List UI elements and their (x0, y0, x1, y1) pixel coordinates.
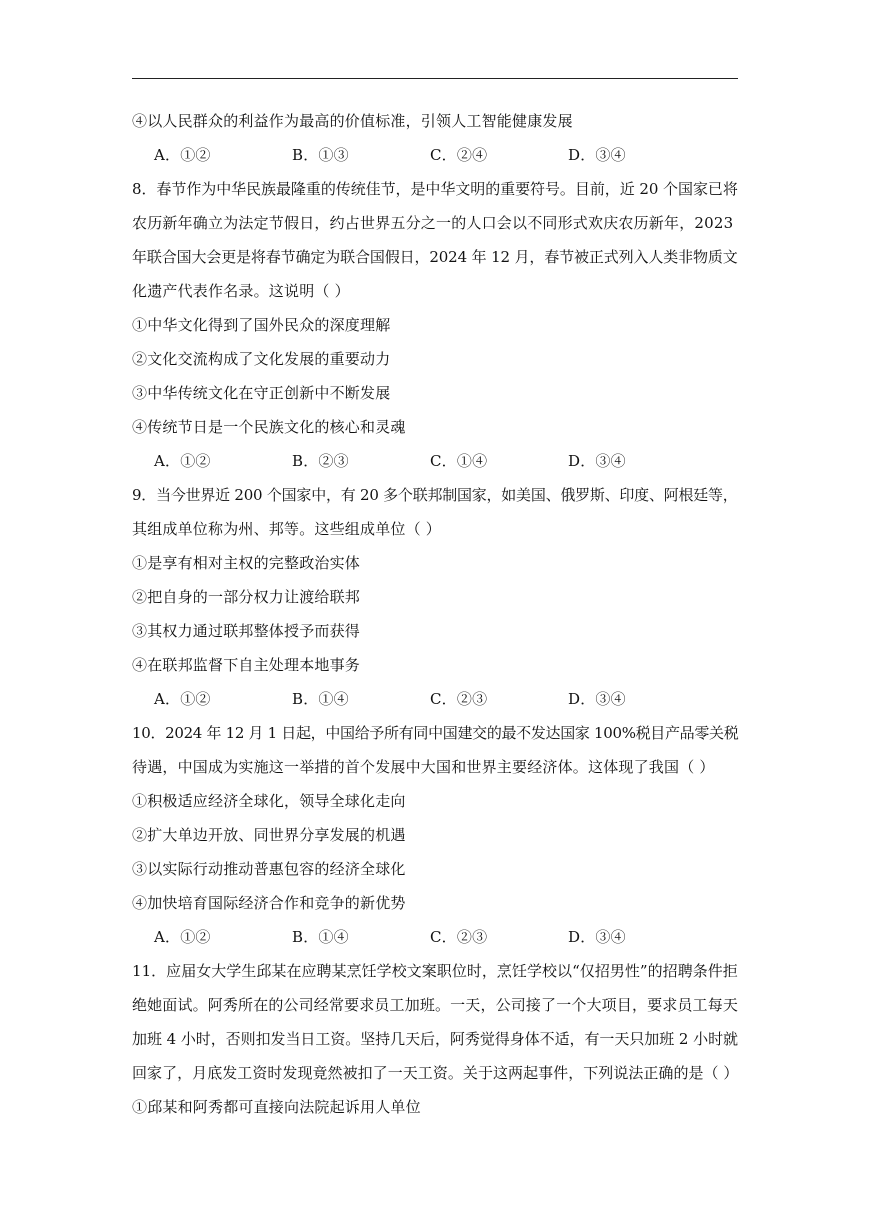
question-stem-line: 8．春节作为中华民族最隆重的传统佳节，是中华文明的重要符号。目前，近 20 个国家已将 (132, 180, 738, 198)
question-stem-line: 加班 4 小时，否则扣发当日工资。坚持几天后，阿秀觉得身体不适，有一天只加班 2 小时就 (132, 1030, 738, 1048)
statement-line: ④以人民群众的利益作为最高的价值标准，引领人工智能健康发展 (132, 112, 573, 130)
statement-line: ②把自身的一部分权力让渡给联邦 (132, 588, 361, 606)
statement-line: ①积极适应经济全球化，领导全球化走向 (132, 792, 406, 810)
option-a[interactable]: A．①② (154, 690, 211, 708)
question-stem-line: 绝她面试。阿秀所在的公司经常要求员工加班。一天，公司接了一个大项目，要求员工每天 (132, 996, 739, 1014)
header-rule (132, 78, 738, 79)
question-stem-line: 农历新年确立为法定节假日，约占世界五分之一的人口会以不同形式欢庆农历新年，2023 (132, 214, 734, 232)
option-c[interactable]: C．②③ (430, 690, 488, 708)
option-a[interactable]: A．①② (154, 146, 211, 164)
option-a[interactable]: A．①② (154, 928, 211, 946)
option-b[interactable]: B．①④ (292, 928, 349, 946)
option-d[interactable]: D．③④ (568, 452, 626, 470)
statement-line: ①邱某和阿秀都可直接向法院起诉用人单位 (132, 1098, 421, 1116)
question-10 (132, 716, 738, 954)
statement-line: ①中华文化得到了国外民众的深度理解 (132, 316, 391, 334)
answer-options (132, 444, 738, 478)
question-stem-line: 其组成单位称为州、邦等。这些组成单位（ ） (132, 520, 441, 538)
option-d[interactable]: D．③④ (568, 690, 626, 708)
option-d[interactable]: D．③④ (568, 928, 626, 946)
answer-options (132, 682, 738, 716)
question-stem-line: 11．应届女大学生邱某在应聘某烹饪学校文案职位时，烹饪学校以“仅招男性”的招聘条件拒 (132, 962, 738, 980)
option-a[interactable]: A．①② (154, 452, 211, 470)
question-stem-line: 年联合国大会更是将春节确定为联合国假日，2024 年 12 月，春节被正式列入人类非物质文 (132, 248, 738, 266)
statement-line: ④传统节日是一个民族文化的核心和灵魂 (132, 418, 406, 436)
question-stem-line: 回家了，月底发工资时发现竟然被扣了一天工资。关于这两起事件，下列说法正确的是（ ） (132, 1064, 739, 1082)
statement-line: ①是享有相对主权的完整政治实体 (132, 554, 361, 572)
option-d[interactable]: D．③④ (568, 146, 626, 164)
page-content (132, 104, 738, 1124)
question-stem-line: 待遇，中国成为实施这一举措的首个发展中大国和世界主要经济体。这体现了我国（ ） (132, 758, 715, 776)
question-8 (132, 172, 738, 478)
question-stem-line: 9．当今世界近 200 个国家中，有 20 多个联邦制国家，如美国、俄罗斯、印度、阿根廷等， (132, 486, 738, 504)
statement-line: ③其权力通过联邦整体授予而获得 (132, 622, 361, 640)
statement-line: ②扩大单边开放、同世界分享发展的机遇 (132, 826, 406, 844)
statement-line: ③以实际行动推动普惠包容的经济全球化 (132, 860, 406, 878)
statement-line: ④加快培育国际经济合作和竞争的新优势 (132, 894, 406, 912)
question-stem-line: 10．2024 年 12 月 1 日起，中国给予所有同中国建交的最不发达国家 100%税目产品零关税 (132, 724, 739, 742)
option-c[interactable]: C．②④ (430, 146, 488, 164)
option-c[interactable]: C．②③ (430, 928, 488, 946)
question-11 (132, 954, 738, 1124)
option-c[interactable]: C．①④ (430, 452, 488, 470)
option-b[interactable]: B．①③ (292, 146, 349, 164)
statement-line: ④在联邦监督下自主处理本地事务 (132, 656, 361, 674)
answer-options (132, 920, 738, 954)
question-9 (132, 478, 738, 716)
statement-line: ②文化交流构成了文化发展的重要动力 (132, 350, 391, 368)
answer-options (132, 138, 738, 172)
option-b[interactable]: B．①④ (292, 690, 349, 708)
option-b[interactable]: B．②③ (292, 452, 349, 470)
statement-line: ③中华传统文化在守正创新中不断发展 (132, 384, 391, 402)
question-stem-line: 化遗产代表作名录。这说明（ ） (132, 282, 350, 300)
